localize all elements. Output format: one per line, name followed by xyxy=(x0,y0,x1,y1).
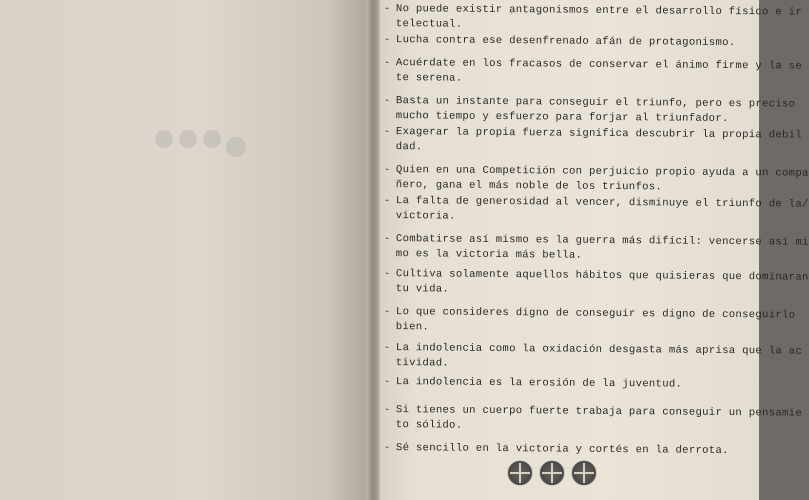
bullet-dash: - xyxy=(383,194,391,208)
maxim-text: mucho tiempo y esfuerzo para forjar al triunfador. xyxy=(395,110,729,126)
maxim-text: Combatirse así mismo es la guerra más difícil: vencerse así mi xyxy=(395,233,809,249)
show-through-ornaments xyxy=(155,130,221,148)
bullet-dash: - xyxy=(383,403,391,417)
maxim-text: La indolencia es la erosión de la juventud. xyxy=(395,376,683,391)
bullet-dash: - xyxy=(383,341,391,355)
maxim-text: mo es la victoria más bella. xyxy=(395,248,583,262)
maxim-text: Basta un instante para conseguir el triunfo, pero es preciso xyxy=(395,95,796,111)
ghost-circle-icon xyxy=(155,130,173,148)
maxim-text: to sólido. xyxy=(395,419,463,432)
maxim-item xyxy=(383,94,796,127)
bullet-dash: - xyxy=(383,163,391,177)
maxim-text: Lucha contra ese desenfrenado afán de protagonismo. xyxy=(395,34,736,50)
left-page xyxy=(0,0,372,500)
maxim-text: Quien en una Competición con perjuicio propio ayuda a un compa xyxy=(395,164,809,180)
maxim-text: ñero, gana el más noble de los triunfos. xyxy=(395,179,663,194)
maxim-item xyxy=(383,267,809,300)
maxim-text: Sé sencillo en la victoria y cortés en la derrota. xyxy=(395,442,729,458)
cross-circle-icon xyxy=(540,461,564,485)
maxim-text: tividad. xyxy=(395,357,450,370)
bullet-dash: - xyxy=(383,267,391,281)
bullet-dash: - xyxy=(383,56,391,70)
maxim-item xyxy=(383,194,809,227)
maxim-item xyxy=(383,2,803,35)
maxim-text: victoria. xyxy=(395,210,456,223)
bullet-dash: - xyxy=(383,305,391,319)
bullet-dash: - xyxy=(383,441,391,455)
cross-circle-icon xyxy=(572,461,596,485)
footer-ornaments xyxy=(508,461,596,485)
maxim-text: bien. xyxy=(395,321,430,334)
ghost-circle-icon xyxy=(203,130,221,148)
maxim-text: Si tienes un cuerpo fuerte trabaja para conseguir un pensamie xyxy=(395,404,803,420)
maxim-text: Exagerar la propia fuerza significa descubrir la propia debil xyxy=(395,126,803,142)
maxim-text: Cultiva solamente aquellos hábitos que quisieras que dominaran xyxy=(395,268,809,284)
maxim-text: No puede existir antagonismos entre el desarrollo físico e ir xyxy=(395,3,803,19)
bullet-dash: - xyxy=(383,33,391,47)
bullet-dash: - xyxy=(383,2,391,16)
maxim-item xyxy=(383,305,796,338)
maxim-item xyxy=(383,341,803,374)
maxim-item xyxy=(383,232,809,265)
maxim-text: te serena. xyxy=(395,72,463,85)
maxim-item xyxy=(383,163,809,196)
maxim-text: Lo que consideres digno de conseguir es digno de conseguirlo xyxy=(395,306,796,322)
maxim-text: tu vida. xyxy=(395,283,450,296)
maxim-item xyxy=(383,125,803,158)
maxim-item xyxy=(383,403,803,436)
cross-circle-icon xyxy=(508,461,532,485)
bullet-dash: - xyxy=(383,125,391,139)
ghost-circle-icon xyxy=(179,130,197,148)
bullet-dash: - xyxy=(383,232,391,246)
maxim-text: dad. xyxy=(395,141,423,154)
bullet-dash: - xyxy=(383,375,391,389)
maxim-text: La falta de generosidad al vencer, disminuye el triunfo de la/ xyxy=(395,195,809,211)
maxim-text: telectual. xyxy=(395,18,463,31)
maxim-text: Acuérdate en los fracasos de conservar el ánimo firme y la se xyxy=(395,57,803,73)
ghost-circle-icon xyxy=(226,137,246,157)
maxim-item xyxy=(383,56,803,89)
maxim-text: La indolencia como la oxidación desgasta más aprisa que la ac xyxy=(395,342,803,358)
bullet-dash: - xyxy=(383,94,391,108)
